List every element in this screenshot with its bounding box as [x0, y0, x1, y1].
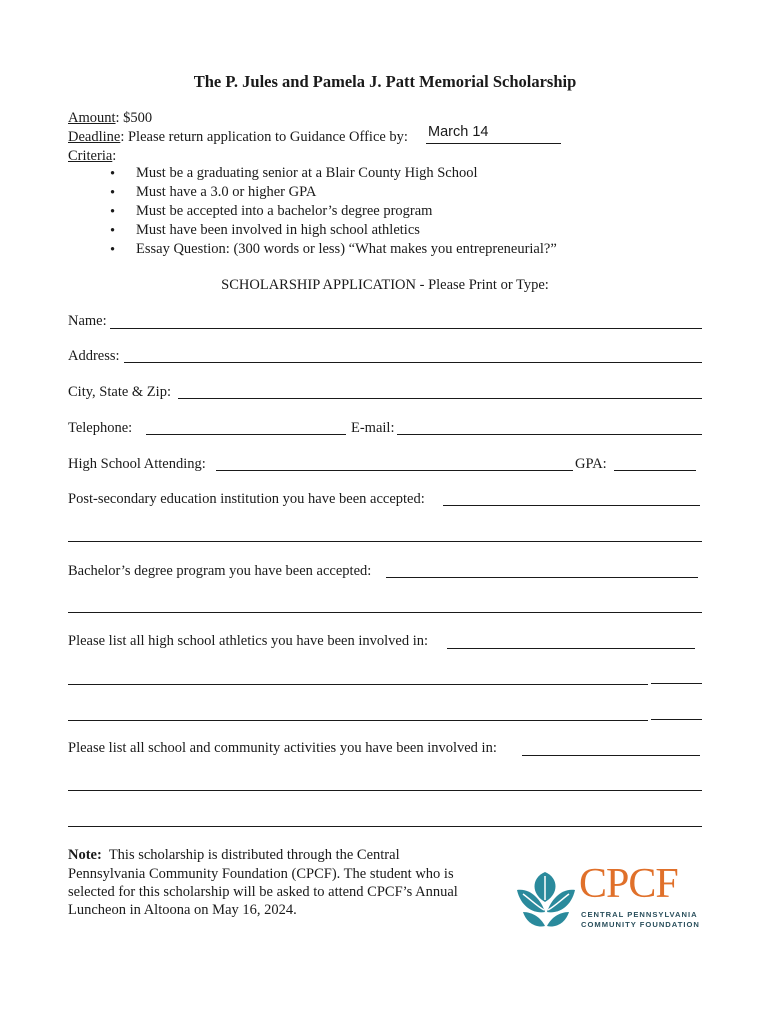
amount-label: Amount	[68, 110, 116, 126]
athletics-field-line3-end	[651, 719, 702, 720]
activities-field-line2[interactable]	[68, 790, 702, 791]
bullet-icon: •	[110, 223, 116, 239]
email-field[interactable]	[397, 434, 702, 435]
note-line-4: Luncheon in Altoona on May 16, 2024.	[68, 902, 297, 918]
criteria-colon: :	[112, 148, 117, 164]
email-label: E-mail:	[351, 420, 395, 436]
criteria-label: Criteria	[68, 148, 113, 164]
criteria-item: Must be accepted into a bachelor’s degree program	[136, 203, 433, 219]
bullet-icon: •	[110, 204, 116, 220]
address-label: Address:	[68, 348, 120, 364]
cpcf-name-line-2: COMMUNITY FOUNDATION	[581, 920, 700, 929]
criteria-item: Must be a graduating senior at a Blair County High School	[136, 165, 478, 181]
bachelor-program-field-line2[interactable]	[68, 612, 702, 613]
amount-value: : $500	[115, 110, 153, 126]
name-label: Name:	[68, 313, 107, 329]
high-school-field[interactable]	[216, 470, 573, 471]
cpcf-wordmark: CPCF	[579, 861, 678, 907]
name-field[interactable]	[110, 328, 702, 329]
note-label: Note:	[68, 847, 102, 863]
post-secondary-field[interactable]	[443, 505, 700, 506]
note-line-2: Pennsylvania Community Foundation (CPCF). The student who is	[68, 866, 454, 882]
telephone-field[interactable]	[146, 434, 346, 435]
activities-field-line3[interactable]	[68, 826, 702, 827]
post-secondary-label: Post-secondary education institution you have been accepted:	[68, 491, 425, 507]
bullet-icon: •	[110, 185, 116, 201]
deadline-text: : Please return application to Guidance Office by:	[120, 129, 408, 145]
activities-field[interactable]	[522, 755, 700, 756]
cpcf-logo	[515, 861, 705, 932]
city-label: City, State & Zip:	[68, 384, 171, 400]
bullet-icon: •	[110, 242, 116, 258]
city-state-zip-field[interactable]	[178, 398, 702, 399]
criteria-line	[68, 148, 116, 165]
gpa-field[interactable]	[614, 470, 696, 471]
criteria-item: Must have been involved in high school athletics	[136, 222, 420, 238]
bachelor-program-label: Bachelor’s degree program you have been accepted:	[68, 563, 372, 579]
activities-label: Please list all school and community activities you have been involved in:	[68, 740, 497, 756]
telephone-label: Telephone:	[68, 420, 133, 436]
page-title: The P. Jules and Pamela J. Patt Memorial Scholarship	[193, 72, 577, 91]
post-secondary-field-line2[interactable]	[68, 541, 702, 542]
criteria-item: Essay Question: (300 words or less) “What makes you entrepreneurial?”	[136, 241, 557, 257]
deadline-line	[68, 129, 408, 146]
athletics-label: Please list all high school athletics you have been involved in:	[68, 633, 429, 649]
athletics-field-line2[interactable]	[68, 684, 648, 685]
deadline-underline	[426, 143, 561, 144]
note-line-1	[68, 847, 400, 864]
bullet-icon: •	[110, 166, 116, 182]
application-heading: SCHOLARSHIP APPLICATION - Please Print or Type:	[221, 277, 549, 293]
deadline-label: Deadline	[68, 129, 121, 145]
gpa-label: GPA:	[575, 456, 607, 472]
athletics-field-line3[interactable]	[68, 720, 648, 721]
address-field[interactable]	[124, 362, 702, 363]
high-school-label: High School Attending:	[68, 456, 206, 472]
deadline-value[interactable]: March 14	[428, 124, 489, 140]
cpcf-leaf-icon	[515, 868, 577, 930]
amount-line	[68, 110, 152, 127]
note-line-3: selected for this scholarship will be asked to attend CPCF’s Annual	[68, 884, 458, 900]
note-text-1: This scholarship is distributed through the Central	[108, 847, 400, 863]
cpcf-name-line-1: CENTRAL PENNSYLVANIA	[581, 910, 698, 919]
athletics-field[interactable]	[447, 648, 695, 649]
athletics-field-line2-end	[651, 683, 702, 684]
bachelor-program-field[interactable]	[386, 577, 698, 578]
criteria-item: Must have a 3.0 or higher GPA	[136, 184, 317, 200]
